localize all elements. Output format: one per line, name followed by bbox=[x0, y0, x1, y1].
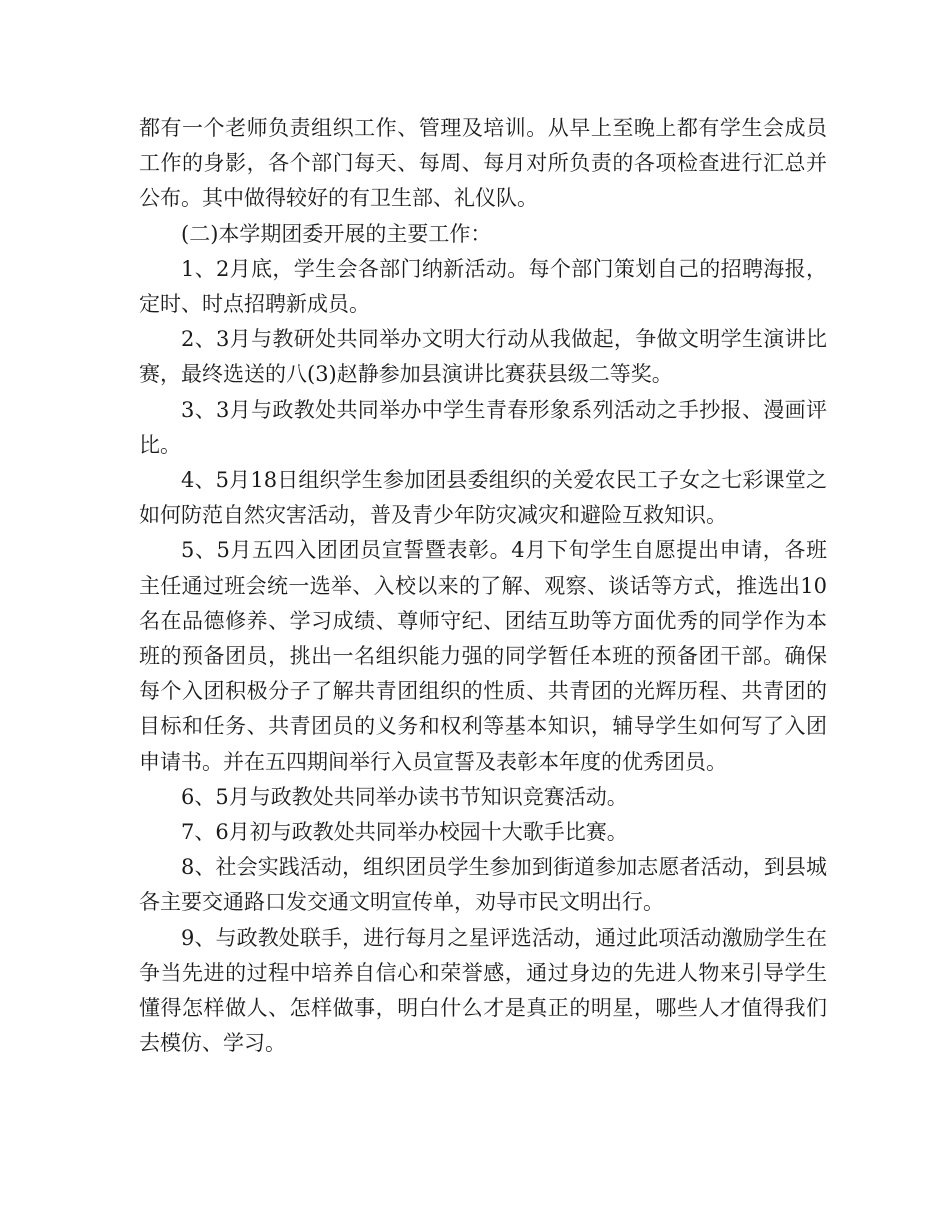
document-page bbox=[139, 111, 827, 1061]
list-item-9: 9、与政教处联手，进行每月之星评选活动，通过此项活动激励学生在争当先进的过程中培养自信心和荣誉感，通过身边的先进人物来引导学生懂得怎样做人、怎样做事，明白什么才是真正的明星，哪些人才值得我们去模仿、学习。 bbox=[139, 925, 827, 1056]
list-item-6: 6、5月与政教处共同举办读书节知识竞赛活动。 bbox=[181, 784, 628, 809]
list-item-1: 1、2月底，学生会各部门纳新活动。每个部门策划自己的招聘海报，定时、时点招聘新成员。 bbox=[139, 256, 827, 317]
list-item-4: 4、5月18日组织学生参加团县委组织的关爱农民工子女之七彩课堂之如何防范自然灾害活动，普及青少年防灾减灾和避险互救知识。 bbox=[139, 468, 827, 528]
list-item-7: 7、6月初与政教处共同举办校园十大歌手比赛。 bbox=[181, 820, 628, 845]
list-item-3: 3、3月与政教处共同举办中学生青春形象系列活动之手抄报、漫画评比。 bbox=[139, 397, 827, 457]
list-item-2: 2、3月与教研处共同举办文明大行动从我做起，争做文明学生演讲比赛，最终选送的八(3)赵静参加县演讲比赛获县级二等奖。 bbox=[139, 327, 827, 387]
paragraph-continued: 都有一个老师负责组织工作、管理及培训。从早上至晚上都有学生会成员工作的身影，各个部门每天、每周、每月对所负责的各项检查进行汇总并公布。其中做得较好的有卫生部、礼仪队。 bbox=[139, 116, 827, 211]
list-item-8: 8、社会实践活动，组织团员学生参加到街道参加志愿者活动，到县城各主要交通路口发交通文明宣传单，劝导市民文明出行。 bbox=[139, 855, 827, 915]
list-item-5: 5、5月五四入团团员宣誓暨表彰。4月下旬学生自愿提出申请，各班主任通过班会统一选举、入校以来的了解、观察、谈话等方式，推选出10名在品德修养、学习成绩、尊师守纪、团结互助等方面优秀的同学作为本班的预备团员，挑出一名组织能力强的同学暂任本班的预备团干部。确保每个入团积极分子了解共青团组织的性质、共青团的光辉历程、共青团的目标和任务、共青团员的义务和权利等基本知识，辅导学生如何写了入团申请书。并在五四期间举行入员宣誓及表彰本年度的优秀团员。 bbox=[139, 538, 827, 774]
section-heading: (二)本学期团委开展的主要工作： bbox=[181, 221, 492, 246]
